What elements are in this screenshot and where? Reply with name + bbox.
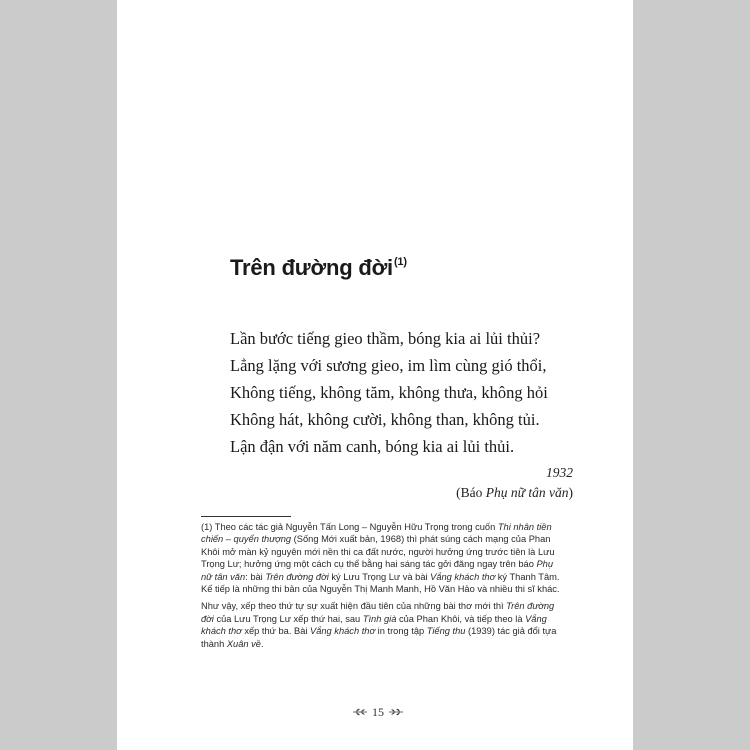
footnote-text: : bài xyxy=(245,571,266,582)
footnote-paragraph-2 xyxy=(201,600,561,650)
footnote-title-italic: Tình già xyxy=(362,613,397,624)
footnote-text: (1939) tác giả đổi tựa thành xyxy=(201,626,557,649)
book-page xyxy=(117,0,633,750)
poem-line: Lận đận với năm canh, bóng kia ai lủi thủi. xyxy=(230,437,515,456)
footnote-title-italic: Thi nhân tiền chiến – quyển thượng xyxy=(201,522,552,545)
footnote-title-italic: Vắng khách thơ xyxy=(430,571,496,582)
footnote-paragraph-1 xyxy=(201,521,561,595)
page-number: 15 xyxy=(372,704,384,719)
poem-line: Lẳng lặng với sương gieo, im lìm cùng gió thổi, xyxy=(230,356,547,375)
footnote-text: (1) Theo các tác giả Nguyễn Tấn Long – Nguyễn Hữu Trọng trong cuốn xyxy=(201,522,498,532)
footnote-title-italic: Trên đường đời xyxy=(201,601,555,624)
source-prefix: (Báo xyxy=(456,485,486,500)
footnote-title-italic: Tiếng thu xyxy=(426,626,466,637)
leaf-ornament-icon xyxy=(388,707,404,717)
footnote-text: ký Thanh Tâm. Kế tiếp là những thi bản của Nguyễn Thị Manh Manh, Hồ Văn Hảo và nhiều thi sĩ khác. xyxy=(201,571,560,595)
source-publication: Phụ nữ tân văn xyxy=(485,485,569,500)
poem-title-text: Trên đường đời xyxy=(230,255,393,280)
footnote-title-italic: Vắng khách thơ xyxy=(310,626,376,637)
footnote-text: (Sống Mới xuất bản, 1968) thì phát súng cách mạng của Phan Khôi mở màn kỷ nguyên mới nền thi ca đất nước, người hưởng ứng trước tiên là Lưu Trọng Lư; hưởng ứng một cách cụ thể bằng hai sáng tác gởi đăng ngay trên báo xyxy=(201,534,555,570)
footnote-text: của Lưu Trọng Lư xếp thứ hai, sau xyxy=(213,613,363,624)
footnote-text: in trong tập xyxy=(375,626,427,637)
footnote-text: xếp thứ ba. Bài xyxy=(241,626,311,637)
page-number-footer xyxy=(348,704,408,720)
poem-line: Không tiếng, không tăm, không thưa, không hỏi xyxy=(230,383,548,402)
footnote-title-italic: Phụ nữ tân văn xyxy=(201,559,554,582)
footnote-title-italic: Trên đường đời xyxy=(265,571,329,582)
footnote-divider xyxy=(201,516,291,517)
leaf-ornament-icon xyxy=(352,707,368,717)
poem-body xyxy=(230,325,620,460)
source-suffix: ) xyxy=(568,485,573,500)
poem-title xyxy=(230,255,407,281)
footnote-text: của Phan Khôi, và tiếp theo là xyxy=(396,613,526,624)
footnote-title-italic: Vắng khách thơ xyxy=(201,613,547,637)
poem-year: 1932 xyxy=(546,465,573,480)
poem-line: Lần bước tiếng gieo thầm, bóng kia ai lủi thủi? xyxy=(230,329,541,348)
poem-source xyxy=(456,485,573,501)
footnote-title-italic: Xuân về xyxy=(226,638,261,649)
footnote-text: Như vậy, xếp theo thứ tự sự xuất hiện đầu tiên của những bài thơ mới thì xyxy=(201,601,507,612)
poem-line: Không hát, không cười, không than, không tủi. xyxy=(230,410,540,429)
footnotes xyxy=(201,521,561,650)
footnote-text: . xyxy=(260,638,264,649)
footnote-marker[interactable]: (1) xyxy=(393,256,407,268)
footnote-text: ký Lưu Trọng Lư và bài xyxy=(328,571,431,582)
